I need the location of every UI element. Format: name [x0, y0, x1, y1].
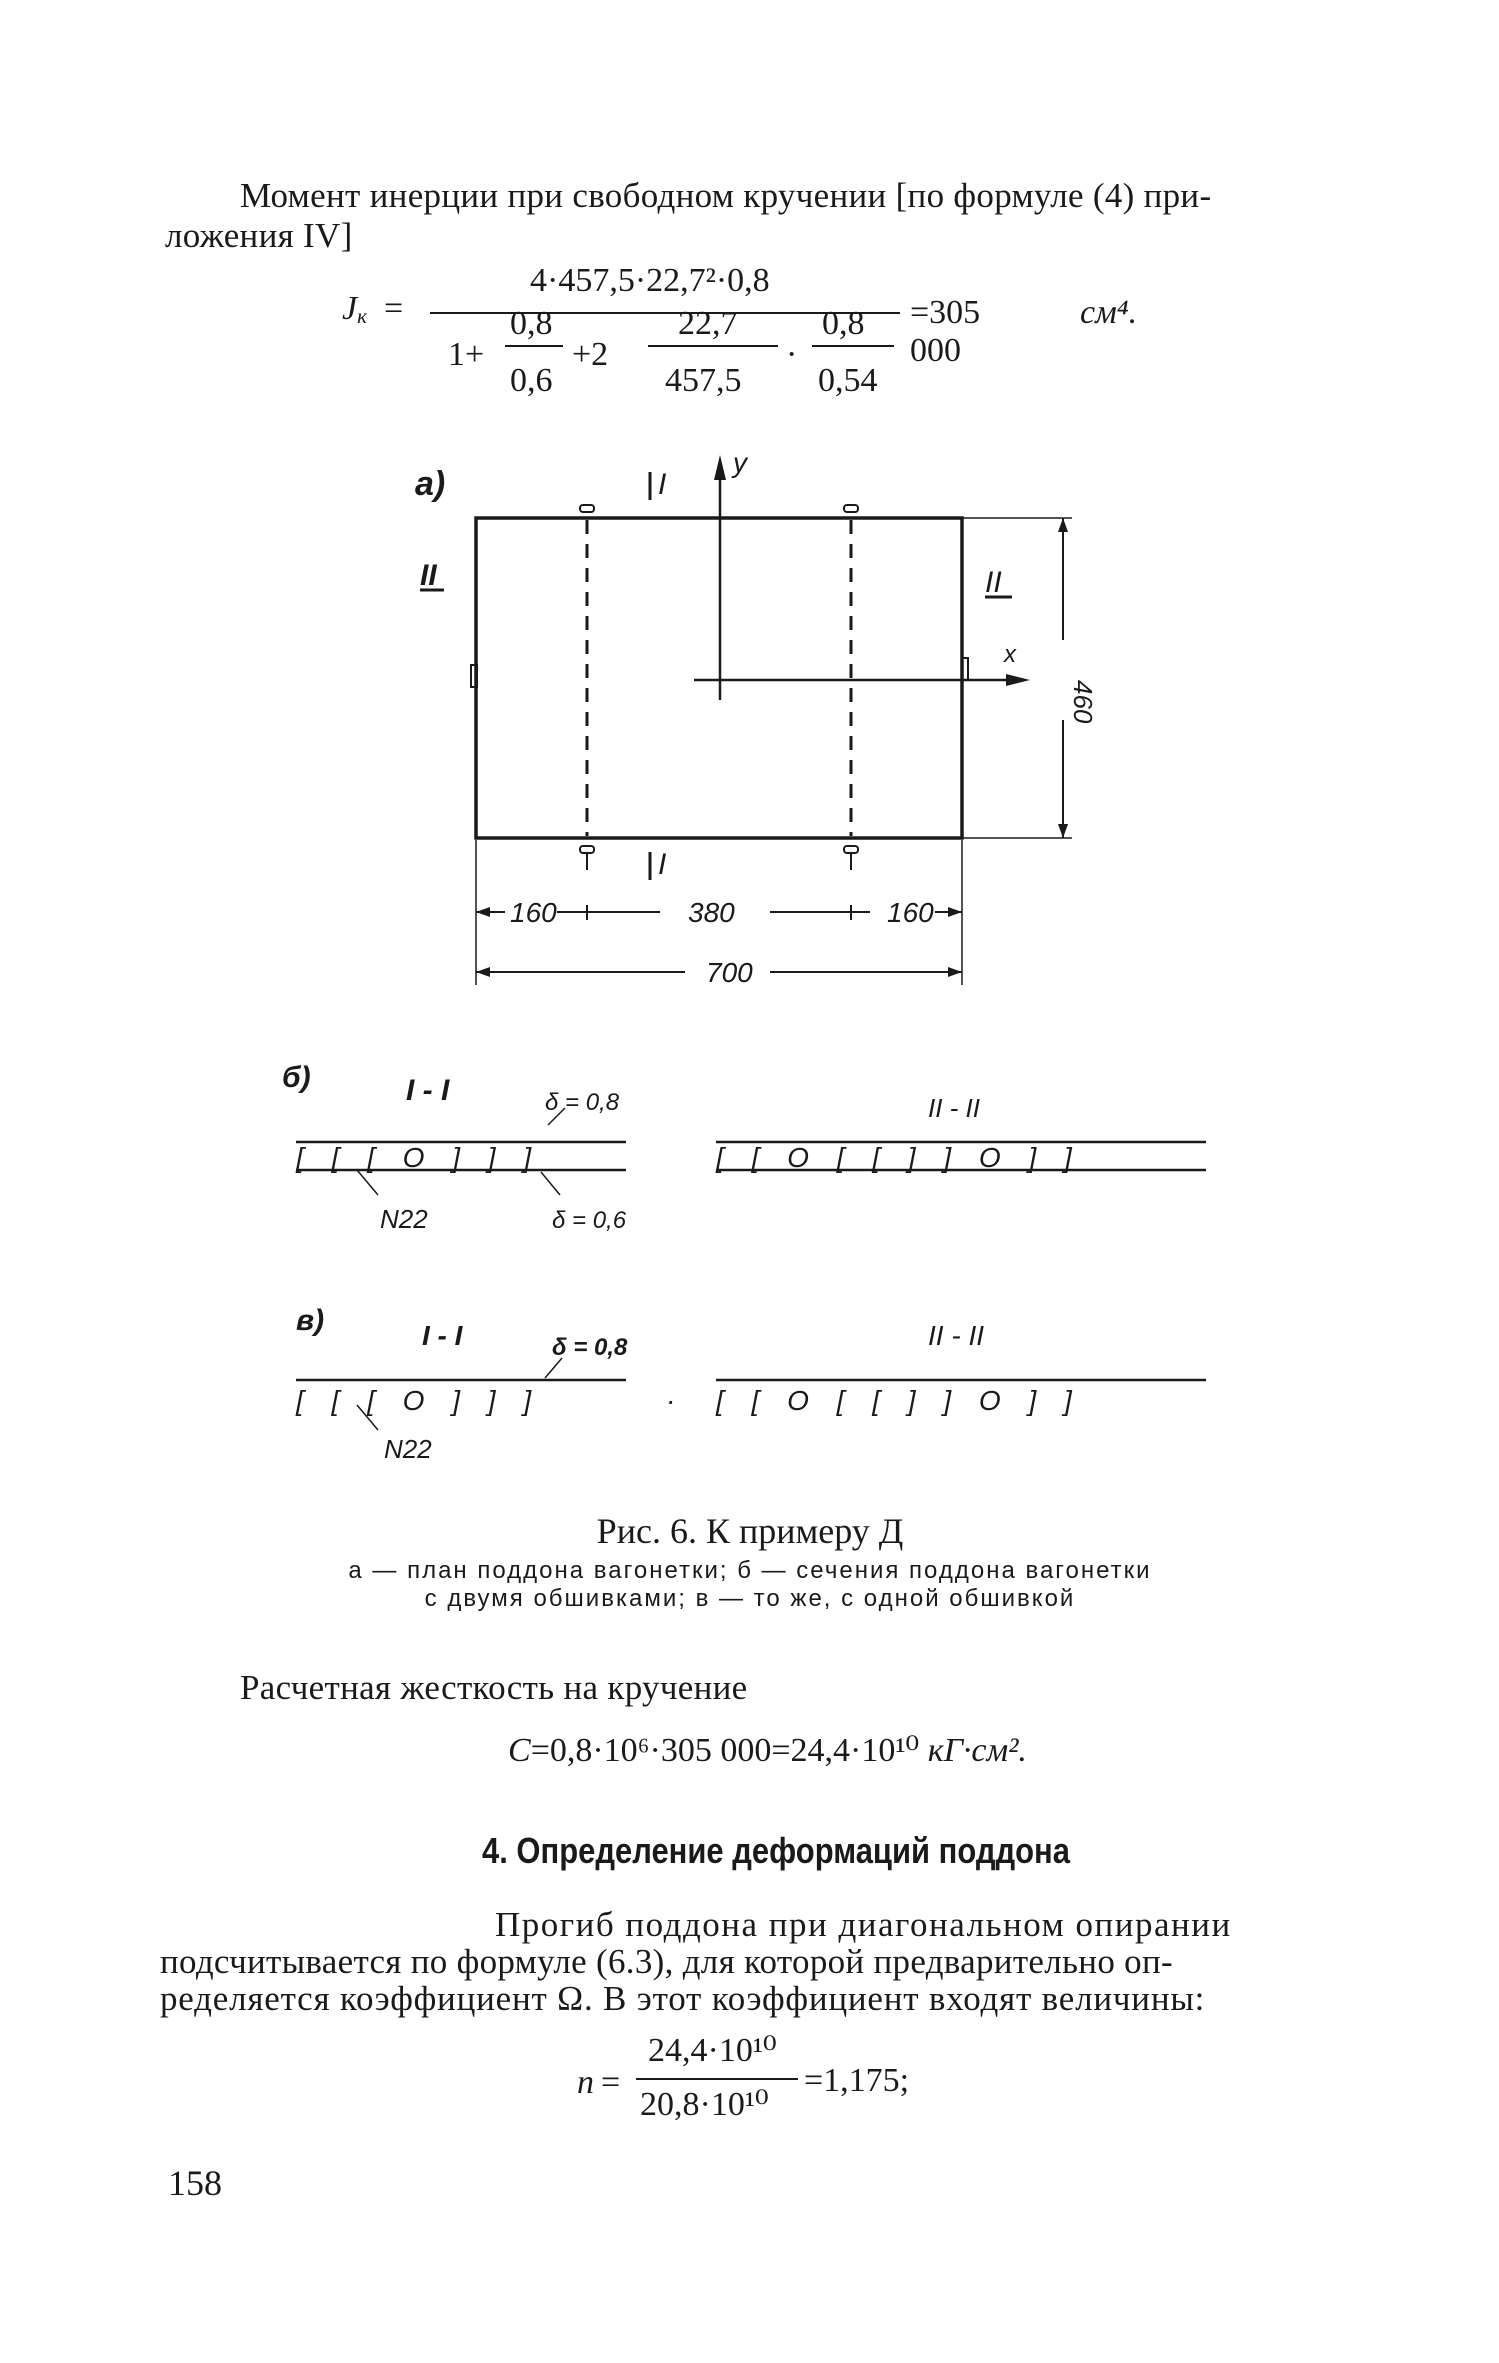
section-4-line-3: ределяется коэффициент Ω. В этот коэффициент входят величины: [160, 1979, 1206, 2018]
axis-y-label: y [733, 447, 747, 478]
caption-title: Рис. 6. К примеру Д [596, 1511, 904, 1551]
page-number: 158 [168, 2163, 222, 2203]
dim-160-left: 160 [510, 897, 557, 928]
n-result: =1,175; [804, 2062, 910, 2099]
jk-f3-den: 0,54 [818, 362, 878, 399]
jk-numerator: 4·457,5·22,7²·0,8 [530, 262, 770, 299]
section-4-line-2: подсчитывается по формуле (6.3), для которой предварительно оп- [160, 1942, 1173, 1981]
jk-f1-num: 0,8 [510, 305, 553, 342]
n-lhs: n [577, 2064, 594, 2101]
section-ii-right: II [985, 566, 1002, 599]
intro-line-2: ложения IV] [165, 216, 353, 255]
label-a: а) [415, 465, 446, 503]
dim-160-right: 160 [887, 897, 934, 928]
jk-f2-den: 457,5 [665, 362, 742, 399]
b-delta-bottom: δ = 0,6 [552, 1207, 627, 1234]
caption-line-2: с двумя обшивками; в — то же, с одной обшивкой [424, 1585, 1076, 1612]
jk-f2-num: 22,7 [678, 305, 738, 342]
jk-result: =305 000 [910, 294, 981, 369]
label-b: б) [282, 1061, 311, 1094]
v-title-right: II - II [928, 1320, 984, 1351]
stiffness-text: Расчетная жесткость на кручение [240, 1668, 748, 1707]
v-row-right: [ [ O [ [ ] ] O ] ] [716, 1385, 1082, 1416]
b-delta-top: δ = 0,8 [545, 1089, 620, 1116]
jk-lhs-sub: к [357, 304, 367, 329]
jk-lhs: J [342, 290, 358, 327]
dim-380: 380 [688, 897, 735, 928]
jk-unit: см⁴. [1080, 294, 1138, 331]
b-channel: N22 [380, 1204, 428, 1234]
stiffness-lhs: C [508, 1732, 531, 1769]
label-v: в) [296, 1304, 325, 1337]
caption-line-1: а — план поддона вагонетки; б — сечения поддона вагонетки [348, 1557, 1152, 1584]
stiffness-unit: кГ·см². [927, 1732, 1027, 1769]
section-4-line-1: Прогиб поддона при диагональном опирании [495, 1905, 1232, 1944]
v-row-left: [ [ [ O ] ] ] [296, 1385, 542, 1416]
jk-den-one-plus: 1+ [448, 336, 485, 373]
n-fraction-bar [636, 2078, 798, 2080]
b-row-right: [ [ O [ [ ] ] O ] ] [716, 1142, 1082, 1173]
n-equals: = [601, 2064, 621, 2101]
section-4-heading: 4. Определение деформаций поддона [482, 1830, 1070, 1871]
b-title-right: II - II [928, 1093, 980, 1123]
dim-700: 700 [706, 957, 753, 988]
axis-x-label: x [1004, 641, 1016, 668]
dim-460: 460 [1068, 680, 1098, 724]
intro-line-1: Момент инерции при свободном кручении [по формуле (4) при- [240, 176, 1212, 215]
v-dot: · [666, 1385, 676, 1416]
section-i-top: I [658, 468, 667, 501]
v-delta: δ = 0,8 [552, 1334, 628, 1361]
jk-dot: · [786, 336, 798, 373]
jk-f3-num: 0,8 [822, 305, 865, 342]
b-title-left: I - I [406, 1074, 450, 1107]
section-i-bottom: I [658, 848, 667, 881]
b-row-left: [ [ [ O ] ] ] [296, 1142, 542, 1173]
n-numerator: 24,4·10¹⁰ [648, 2032, 777, 2069]
stiffness-rhs: =0,8·10⁶·305 000=24,4·10¹⁰ [530, 1732, 920, 1769]
section-ii-left: II [420, 559, 437, 592]
n-denominator: 20,8·10¹⁰ [640, 2086, 769, 2123]
stiffness-formula [508, 1730, 1027, 1770]
jk-plus-two: +2 [572, 336, 609, 373]
v-title-left: I - I [422, 1320, 463, 1351]
v-channel: N22 [384, 1434, 432, 1464]
jk-f1-den: 0,6 [510, 362, 553, 399]
jk-equals: = [384, 290, 404, 327]
